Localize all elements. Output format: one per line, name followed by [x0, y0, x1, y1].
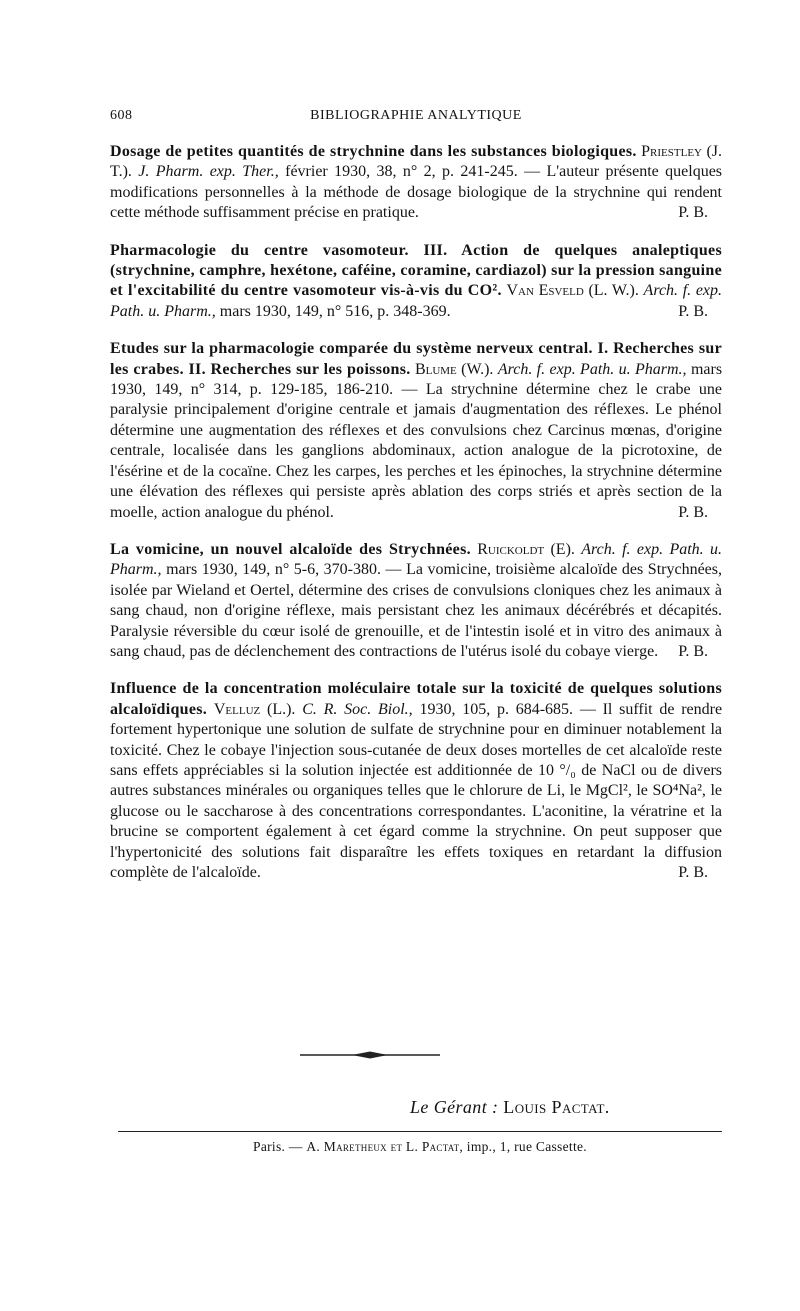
bibliography-entry — [110, 339, 722, 523]
bibliography-entry — [110, 142, 722, 224]
imprint-printers: A. Maretheux et L. Pactat, — [306, 1139, 464, 1154]
entry-signature: P. B. — [678, 302, 708, 320]
bibliography-entry — [110, 540, 722, 662]
entry-citation: mars 1930, 149, n° 5-6, 370-380. — [166, 561, 381, 579]
entry-authors: Ruickoldt (E). — [477, 540, 575, 558]
entry-title: Dosage de petites quantités de strychnine dans les substances biologiques. — [110, 143, 637, 160]
entry-signature: P. B. — [678, 642, 708, 660]
entry-authors: Velluz (L.). — [213, 700, 296, 718]
entry-title: Pharmacologie du centre vasomoteur. III. Action de quelques analeptiques (strychnine, camphre, hexétone, caféine, coramine, cardiazol) sur la pression sanguine et l'excitabilité du centre vasomoteur vis-à-vis du CO². — [110, 241, 722, 300]
running-header — [110, 108, 722, 130]
entry-authors: Van Esveld (L. W.). — [506, 282, 639, 300]
running-title: BIBLIOGRAPHIE ANALYTIQUE — [310, 108, 522, 123]
section-divider-ornament — [300, 1050, 440, 1060]
imprint-address: imp., 1, rue Cassette. — [466, 1139, 587, 1154]
entry-signature: P. B. — [678, 204, 708, 222]
entry-signature: P. B. — [678, 503, 708, 521]
entry-journal: Arch. f. exp. Path. u. Pharm., — [110, 540, 723, 579]
entry-body: — La vomicine, troisième alcaloïde des Strychnées, isolée par Wieland et Oertel, détermine des crises de convulsions cloniques chez les animaux à sang chaud, non d'origine réflexe, mais persistant chez les animaux décérébrés et décapités. Paralysie réversible du cœur isolé de grenouille, et de l'intestin isolé et in vitro des animaux à sang chaud, pas de déclenchement des contractions de l'utérus isolé du cobaye vierge. — [110, 561, 723, 660]
footer-rule — [118, 1131, 722, 1132]
entry-journal: C. R. Soc. Biol., — [302, 700, 413, 718]
entry-title: La vomicine, un nouvel alcaloïde des Strychnées. — [110, 540, 471, 558]
entry-citation: mars 1930, 149, n° 314, p. 129-185, 186-210. — [110, 360, 723, 399]
entry-title: Influence de la concentration moléculaire totale sur la toxicité de quelques solutions alcaloïdiques. — [110, 680, 722, 718]
entry-body: — L'auteur présente quelques modifications personnelles à la méthode de dosage biologique de la strychnine qui rendent cette méthode suffisamment précise en pratique. — [110, 163, 723, 222]
entry-journal: Arch. f. exp. Path. u. Pharm., — [497, 360, 687, 378]
entry-citation: février 1930, 38, n° 2, p. 241-245. — [285, 163, 518, 181]
gerant-label: Le Gérant : — [410, 1097, 499, 1117]
gerant-signature — [410, 1097, 610, 1118]
bibliography-entry — [110, 679, 722, 883]
entry-citation: mars 1930, 149, n° 516, p. 348-369. — [219, 302, 451, 320]
entry-signature: P. B. — [678, 864, 708, 881]
imprint-city: Paris. — — [253, 1139, 303, 1154]
gerant-name: Louis Pactat. — [503, 1097, 610, 1117]
printer-imprint — [118, 1139, 722, 1155]
entry-journal: Arch. f. exp. Path. u. Pharm., — [110, 282, 723, 320]
entry-body: — Il suffit de rendre fortement hypertonique une solution de sulfate de strychnine pour en diminuer notablement la toxicité. Chez le cobaye l'injection sous-cutanée de deux doses mortelles de cet alcaloïde reste sans effets appréciables si la solution injectée est additionnée de 10 °/₀ de NaCl ou de divers autres substances minérales ou organiques telles que le chlorure de Li, le MgCl², le SO⁴Na², le glucose ou le saccharose à des concentrations correspondantes. L'aconitine, la vératrine et la brucine se comportent également à cet égard comme la strychnine. On peut supposer que l'hypertonicité des solutions fait disparaître les effets toxiques en retardant la diffusion complète de l'alcaloïde. — [110, 700, 723, 881]
entry-body: — La strychnine détermine chez le crabe une paralysie principalement d'origine centrale et jamais d'augmentation des réflexes. Le phénol détermine une augmentation des réflexes et des convulsions chez Carcinus mœnas, d'origine centrale, localisée dans les ganglions abdominaux, action analogue de la picrotoxine, de l'ésérine et de la cocaïne. Chez les carpes, les perches et les épinoches, la strychnine détermine une élévation des réflexes qui persiste après ablation des corps striés et après section de la moelle, action analogue du phénol. — [110, 381, 723, 521]
bibliography-entry — [110, 241, 722, 323]
entry-journal: J. Pharm. exp. Ther., — [138, 163, 279, 181]
bibliography-entries — [110, 142, 722, 900]
page-number: 608 — [110, 108, 133, 123]
entry-title: Etudes sur la pharmacologie comparée du système nerveux central. I. Recherches sur les crabes. II. Recherches sur les poissons. — [110, 340, 722, 378]
entry-citation: 1930, 105, p. 684-685. — [419, 700, 574, 718]
entry-authors: Blume (W.). — [414, 360, 494, 378]
entry-authors: Priestley (J. T.). — [110, 143, 722, 181]
